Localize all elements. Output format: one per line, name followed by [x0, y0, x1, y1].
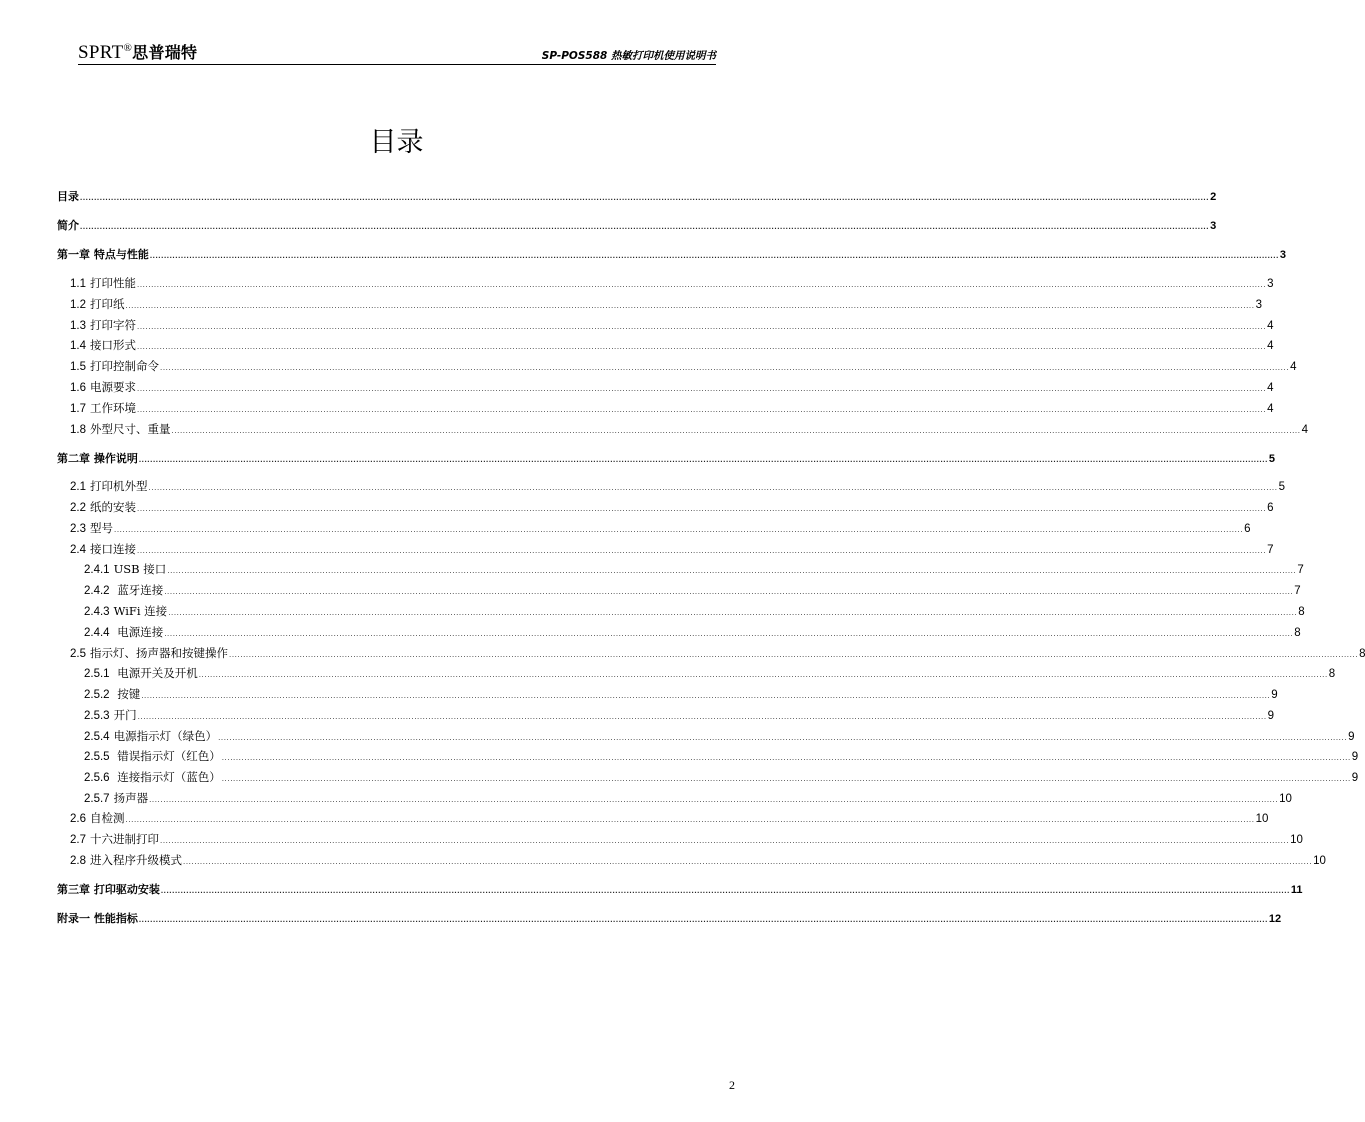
toc-leader-dots: ................................................................................................................................................................................................................................................................................................................................................................................................................ — [141, 691, 1271, 700]
toc-entry-label — [84, 665, 198, 683]
toc-entry[interactable] — [57, 337, 1274, 354]
toc-entry-page: 8 — [1294, 627, 1301, 639]
toc-entry-label — [70, 400, 136, 418]
toc-leader-dots: ................................................................................................................................................................................................................................................................................................................................................................................................................ — [138, 915, 1268, 924]
toc-entry-label — [57, 450, 138, 467]
toc-entry-label — [70, 275, 136, 293]
toc-entry[interactable] — [57, 541, 1274, 558]
toc-entry-page: 9 — [1348, 731, 1355, 743]
toc-entry-label — [57, 910, 138, 927]
registered-mark: ® — [123, 42, 133, 54]
toc-entry-label — [70, 852, 182, 870]
toc-entry-title: 简介 — [57, 219, 79, 232]
toc-entry-label — [70, 296, 125, 314]
toc-entry-label — [70, 421, 171, 439]
toc-entry-label — [70, 810, 125, 828]
toc-entry-page: 9 — [1267, 710, 1275, 722]
toc-leader-dots: ................................................................................................................................................................................................................................................................................................................................................................................................................ — [137, 712, 1267, 721]
toc-entry-page: 7 — [1294, 585, 1301, 597]
toc-entry-title: 第二章 操作说明 — [57, 452, 138, 465]
toc-entry-label — [84, 603, 167, 621]
toc-entry-page: 4 — [1267, 382, 1274, 394]
toc-leader-dots: ................................................................................................................................................................................................................................................................................................................................................................................................................ — [80, 193, 1210, 202]
toc-leader-dots: ................................................................................................................................................................................................................................................................................................................................................................................................................ — [137, 384, 1267, 393]
toc-entry-number: 2.5.7 — [84, 793, 110, 805]
toc-entry-number: 2.3 — [70, 523, 86, 535]
toc-entry-title: 型号 — [90, 521, 113, 535]
toc-leader-dots: ................................................................................................................................................................................................................................................................................................................................................................................................................ — [137, 280, 1267, 289]
toc-entry-label — [84, 624, 163, 642]
toc-entry-number: 2.8 — [70, 855, 86, 867]
toc-leader-dots: ................................................................................................................................................................................................................................................................................................................................................................................................................ — [183, 857, 1313, 866]
toc-leader-dots: ................................................................................................................................................................................................................................................................................................................................................................................................................ — [160, 363, 1290, 372]
toc-entry-title: 接口连接 — [90, 542, 136, 556]
toc-entry-page: 9 — [1351, 751, 1359, 763]
toc-entry[interactable] — [57, 520, 1251, 537]
toc-leader-dots: ................................................................................................................................................................................................................................................................................................................................................................................................................ — [149, 795, 1279, 804]
toc-leader-dots: ................................................................................................................................................................................................................................................................................................................................................................................................................ — [221, 774, 1351, 783]
toc-entry-title: 打印纸 — [90, 297, 125, 311]
toc-entry-page: 10 — [1313, 855, 1326, 867]
toc-entry[interactable] — [57, 881, 1303, 898]
toc-entry-number: 1.3 — [70, 320, 86, 332]
toc-entry[interactable] — [57, 769, 1359, 786]
toc-entry-label — [70, 379, 136, 397]
toc-entry-page: 8 — [1298, 606, 1305, 618]
toc-leader-dots: ................................................................................................................................................................................................................................................................................................................................................................................................................ — [80, 222, 1210, 231]
toc-entry[interactable] — [57, 499, 1274, 516]
toc-entry-label — [84, 769, 221, 787]
toc-entry-number: 2.5 — [70, 648, 86, 660]
toc-entry-number: 2.5.2 — [84, 689, 110, 701]
toc-entry-page: 4 — [1267, 320, 1274, 332]
toc-entry[interactable] — [57, 790, 1292, 807]
toc-entry-number: 2.5.5 — [84, 751, 110, 763]
toc-entry[interactable] — [57, 317, 1274, 334]
toc-leader-dots: ................................................................................................................................................................................................................................................................................................................................................................................................................ — [160, 886, 1290, 895]
toc-leader-dots: ................................................................................................................................................................................................................................................................................................................................................................................................................ — [114, 525, 1244, 534]
toc-entry-number: 1.6 — [70, 382, 86, 394]
toc-entry-title: 打印机外型 — [90, 479, 148, 493]
toc-entry-title: 打印控制命令 — [90, 359, 159, 373]
toc-entry-page: 4 — [1290, 361, 1297, 373]
toc-entry[interactable] — [57, 624, 1301, 641]
toc-entry-label — [84, 728, 217, 746]
toc-entry[interactable] — [57, 748, 1359, 765]
toc-entry-label — [70, 541, 136, 559]
logo-chinese: 思普瑞特 — [132, 43, 198, 62]
toc-entry-label — [84, 748, 221, 766]
toc-leader-dots: ................................................................................................................................................................................................................................................................................................................................................................................................................ — [218, 733, 1348, 742]
toc-entry-label — [84, 582, 163, 600]
toc-entry-number: 2.5.6 — [84, 772, 110, 784]
toc-entry[interactable] — [57, 686, 1278, 703]
toc-entry-title: 电源指示灯（绿色） — [113, 729, 218, 743]
toc-entry-number: 2.5.1 — [84, 668, 110, 680]
toc-entry-title: 十六进制打印 — [90, 832, 159, 846]
toc-entry[interactable] — [57, 582, 1301, 599]
toc-entry[interactable] — [57, 358, 1297, 375]
toc-entry-page: 3 — [1255, 299, 1262, 311]
page-number: 2 — [729, 1078, 735, 1092]
toc-entry[interactable] — [57, 831, 1303, 848]
toc-leader-dots: ................................................................................................................................................................................................................................................................................................................................................................................................................ — [137, 342, 1267, 351]
toc-leader-dots: ................................................................................................................................................................................................................................................................................................................................................................................................................ — [148, 483, 1278, 492]
toc-entry[interactable] — [57, 400, 1274, 417]
toc-entry-title: 自检测 — [90, 811, 125, 825]
toc-entry-number: 2.5.4 — [84, 731, 110, 743]
toc-entry-page: 4 — [1267, 403, 1274, 415]
toc-entry-page: 4 — [1267, 340, 1274, 352]
toc-leader-dots: ................................................................................................................................................................................................................................................................................................................................................................................................................ — [149, 251, 1279, 260]
toc-entry-label — [70, 478, 148, 496]
toc-entry-label — [70, 831, 159, 849]
toc-leader-dots: ................................................................................................................................................................................................................................................................................................................................................................................................................ — [167, 566, 1297, 575]
toc-entry[interactable] — [57, 603, 1305, 620]
toc-leader-dots: ................................................................................................................................................................................................................................................................................................................................................................................................................ — [125, 301, 1255, 310]
toc-entry-page: 11 — [1290, 884, 1303, 896]
toc-entry-title: 电源要求 — [90, 380, 136, 394]
toc-leader-dots: ................................................................................................................................................................................................................................................................................................................................................................................................................ — [137, 322, 1267, 331]
toc-entry-page: 10 — [1290, 834, 1303, 846]
toc-entry-label — [57, 188, 79, 205]
toc-entry-title: 电源开关及开机 — [113, 666, 198, 680]
toc-entry-number: 1.4 — [70, 340, 86, 352]
toc-entry-label — [84, 686, 140, 704]
toc-entry-title: 进入程序升级模式 — [90, 853, 182, 867]
toc-entry-page: 3 — [1267, 278, 1274, 290]
toc-entry-number: 1.7 — [70, 403, 86, 415]
toc-entry-number: 1.2 — [70, 299, 86, 311]
toc-entry-title: 按键 — [113, 687, 141, 701]
toc-leader-dots: ................................................................................................................................................................................................................................................................................................................................................................................................................ — [138, 455, 1268, 464]
toc-entry-page: 5 — [1268, 453, 1276, 465]
toc-entry-title: 扬声器 — [113, 791, 149, 805]
toc-entry-number: 2.4.4 — [84, 627, 110, 639]
logo-latin: SPRT — [78, 42, 124, 63]
toc-entry[interactable] — [57, 217, 1217, 234]
toc-entry-number: 2.4 — [70, 544, 86, 556]
toc-leader-dots: ................................................................................................................................................................................................................................................................................................................................................................................................................ — [168, 608, 1298, 617]
toc-entry[interactable] — [57, 379, 1274, 396]
toc-entry-label — [57, 217, 79, 234]
toc-entry-page: 8 — [1328, 668, 1336, 680]
toc-entry[interactable] — [57, 910, 1282, 927]
toc-leader-dots: ................................................................................................................................................................................................................................................................................................................................................................................................................ — [229, 650, 1359, 659]
toc-entry-page: 3 — [1210, 220, 1217, 232]
toc-entry-label — [70, 317, 136, 335]
toc-entry-title: 打印字符 — [90, 318, 136, 332]
toc-entry-page: 10 — [1255, 813, 1269, 825]
toc-entry-label — [84, 561, 166, 579]
toc-entry-title: 外型尺寸、重量 — [90, 422, 171, 436]
toc-leader-dots: ................................................................................................................................................................................................................................................................................................................................................................................................................ — [137, 405, 1267, 414]
toc-entry-title: 连接指示灯（蓝色） — [113, 770, 221, 784]
toc-leader-dots: ................................................................................................................................................................................................................................................................................................................................................................................................................ — [160, 836, 1290, 845]
toc-entry-number: 2.6 — [70, 813, 86, 825]
toc-entry-page: 12 — [1268, 913, 1282, 925]
toc-entry-number: 2.5.3 — [84, 710, 110, 722]
toc-entry[interactable] — [57, 810, 1269, 827]
toc-entry-number: 1.5 — [70, 361, 86, 373]
toc-leader-dots: ................................................................................................................................................................................................................................................................................................................................................................................................................ — [164, 587, 1294, 596]
toc-entry-title: 第一章 特点与性能 — [57, 248, 149, 261]
toc-entry[interactable] — [57, 665, 1336, 682]
toc-entry-label — [84, 707, 137, 725]
toc-leader-dots: ................................................................................................................................................................................................................................................................................................................................................................................................................ — [198, 670, 1328, 679]
toc-entry-number: 2.4.2 — [84, 585, 110, 597]
toc-entry-page: 9 — [1351, 772, 1359, 784]
toc-entry-title: 工作环境 — [90, 401, 136, 415]
toc-entry-number: 2.7 — [70, 834, 86, 846]
toc-leader-dots: ................................................................................................................................................................................................................................................................................................................................................................................................................ — [221, 753, 1351, 762]
toc-entry-page: 4 — [1301, 424, 1308, 436]
toc-entry-label — [70, 520, 113, 538]
toc-entry-title: 错误指示灯（红色） — [113, 749, 221, 763]
toc-entry-label — [84, 790, 148, 808]
toc-entry[interactable] — [57, 852, 1326, 869]
toc-entry[interactable] — [57, 707, 1275, 724]
toc-entry-title: 蓝牙连接 — [113, 583, 164, 597]
toc-leader-dots: ................................................................................................................................................................................................................................................................................................................................................................................................................ — [137, 546, 1267, 555]
toc-entry-label — [70, 358, 159, 376]
toc-entry-label — [57, 881, 160, 898]
toc-entry[interactable] — [57, 246, 1287, 263]
toc-entry-title: USB 接口 — [113, 562, 167, 576]
toc-entry[interactable] — [57, 275, 1274, 292]
brand-logo — [78, 40, 197, 64]
toc-entry-number: 2.2 — [70, 502, 86, 514]
page-header — [78, 38, 716, 65]
toc-entry-title: 目录 — [57, 190, 79, 203]
toc-entry-title: 第三章 打印驱动安装 — [57, 883, 160, 896]
toc-entry-page: 5 — [1278, 481, 1285, 493]
toc-entry-title: WiFi 连接 — [113, 604, 168, 618]
toc-entry-title: 打印性能 — [90, 276, 136, 290]
toc-leader-dots: ................................................................................................................................................................................................................................................................................................................................................................................................................ — [137, 504, 1267, 513]
toc-entry-label — [70, 499, 136, 517]
toc-entry[interactable] — [57, 296, 1262, 313]
toc-entry-number: 1.1 — [70, 278, 86, 290]
toc-entry-page: 6 — [1267, 502, 1274, 514]
toc-entry-page: 6 — [1244, 523, 1251, 535]
toc-entry-label — [70, 645, 228, 663]
toc-leader-dots: ................................................................................................................................................................................................................................................................................................................................................................................................................ — [125, 815, 1255, 824]
toc-entry-number: 2.4.3 — [84, 606, 110, 618]
toc-entry-page: 7 — [1267, 544, 1274, 556]
toc-entry-title: 指示灯、扬声器和按键操作 — [90, 646, 228, 660]
toc-entry[interactable] — [57, 188, 1217, 205]
toc-entry-page: 2 — [1210, 191, 1217, 203]
toc-entry-title: 纸的安装 — [90, 500, 136, 514]
toc-entry-page: 10 — [1279, 793, 1292, 805]
toc-entry[interactable] — [57, 450, 1276, 467]
toc-entry[interactable] — [57, 728, 1355, 745]
toc-entry-page: 7 — [1297, 564, 1304, 576]
toc-leader-dots: ................................................................................................................................................................................................................................................................................................................................................................................................................ — [171, 426, 1301, 435]
toc-entry-label — [70, 337, 136, 355]
toc-entry[interactable] — [57, 561, 1304, 578]
toc-entry-number: 2.1 — [70, 481, 86, 493]
toc-entry-title: 附录一 性能指标 — [57, 912, 138, 925]
toc-entry-page: 3 — [1279, 249, 1287, 261]
document-title: SP-POS588 热敏打印机使用说明书 — [541, 50, 716, 62]
toc-entry[interactable] — [57, 478, 1285, 495]
toc-entry[interactable] — [57, 645, 1365, 662]
toc-entry-label — [57, 246, 149, 263]
toc-entry[interactable] — [57, 421, 1308, 438]
toc-entry-title: 电源连接 — [113, 625, 164, 639]
toc-entry-title: 开门 — [113, 708, 137, 722]
toc-entry-number: 1.8 — [70, 424, 86, 436]
toc-leader-dots: ................................................................................................................................................................................................................................................................................................................................................................................................................ — [164, 629, 1294, 638]
toc-heading: 目录 — [369, 127, 424, 158]
toc-entry-title: 接口形式 — [90, 338, 136, 352]
toc-entry-page: 8 — [1359, 648, 1365, 660]
toc-entry-number: 2.4.1 — [84, 564, 110, 576]
toc-entry-page: 9 — [1271, 689, 1278, 701]
